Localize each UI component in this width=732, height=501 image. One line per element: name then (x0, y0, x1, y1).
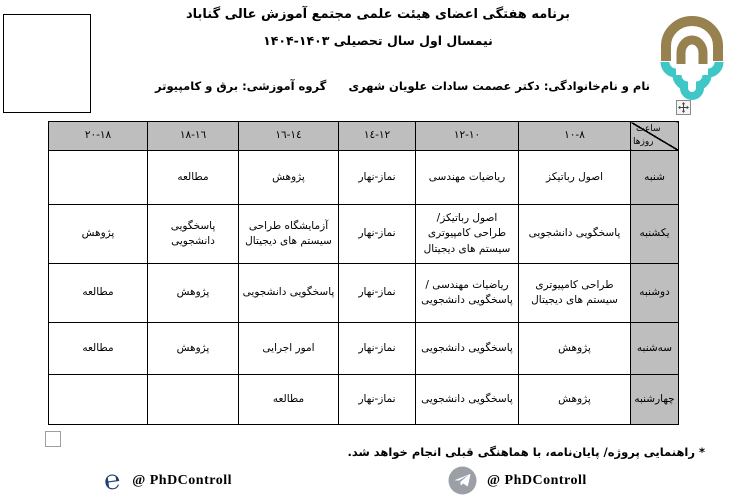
schedule-cell: پژوهش (519, 375, 631, 425)
time-slot-header: ١٦-١٨ (148, 122, 239, 151)
schedule-cell: ریاضیات مهندسی / پاسخگویی دانشجویی (416, 264, 519, 323)
time-slot-header: ٨-١٠ (519, 122, 631, 151)
move-arrows-icon (678, 102, 689, 113)
schedule-cell: پژوهش (519, 323, 631, 375)
semester-subtitle: نیمسال اول سال تحصیلی ۱۴۰۳-۱۴۰۴ (263, 33, 493, 48)
eitaa-handle-text: @ PhDControll (132, 473, 232, 488)
schedule-cell: اصول رباتیکز (519, 151, 631, 205)
schedule-cell: مطالعه (49, 323, 148, 375)
day-header-cell: چهارشنبه (631, 375, 679, 425)
telegram-contact (448, 466, 587, 495)
corner-hours-label: ساعت (636, 124, 661, 134)
day-header-cell: دوشنبه (631, 264, 679, 323)
day-header-cell: یکشنبه (631, 205, 679, 264)
schedule-cell: پاسخگویی دانشجویی (416, 375, 519, 425)
footnote: * راهنمایی پروژه/ پایان‌نامه، با هماهنگی قبلی انجام خواهد شد. (347, 445, 705, 459)
department-label: گروه آموزشی: برق و کامپیوتر (155, 79, 327, 93)
schedule-row (49, 205, 679, 264)
schedule-cell: پاسخگویی دانشجویی (519, 205, 631, 264)
eitaa-contact (101, 464, 232, 497)
weekly-schedule-table (48, 121, 679, 425)
schedule-cell: نماز-نهار (339, 151, 416, 205)
schedule-row (49, 375, 679, 425)
schedule-cell: آزمایشگاه طراحی سیستم های دیجیتال (239, 205, 339, 264)
schedule-cell: نماز-نهار (339, 205, 416, 264)
schedule-cell: مطالعه (239, 375, 339, 425)
schedule-row (49, 323, 679, 375)
time-slot-header: ١٠-١٢ (416, 122, 519, 151)
time-slot-header: ١٢-١٤ (339, 122, 416, 151)
schedule-cell: مطالعه (148, 151, 239, 205)
schedule-cell: مطالعه (49, 264, 148, 323)
schedule-cell: نماز-نهار (339, 375, 416, 425)
table-resize-handle[interactable] (45, 431, 61, 447)
schedule-cell: پژوهش (148, 323, 239, 375)
time-slot-header: ١٨-٢٠ (49, 122, 148, 151)
schedule-cell (148, 375, 239, 425)
schedule-cell (49, 151, 148, 205)
schedule-row (49, 264, 679, 323)
day-header-cell: شنبه (631, 151, 679, 205)
document-header (48, 0, 708, 48)
schedule-cell: پژوهش (148, 264, 239, 323)
person-name-label: نام و نام‌خانوادگی: دکتر عصمت سادات علویان شهری (348, 79, 650, 93)
eitaa-icon: ℮ (101, 464, 123, 497)
schedule-cell: اصول رباتیکز/ طراحی کامپیوتری سیستم های دیجیتال (416, 205, 519, 264)
table-corner-cell (631, 122, 679, 151)
schedule-cell: پاسخگویی دانشجویی (416, 323, 519, 375)
time-slot-header: ١٤-١٦ (239, 122, 339, 151)
table-move-handle[interactable] (676, 100, 691, 115)
schedule-cell (49, 375, 148, 425)
schedule-cell: نماز-نهار (339, 264, 416, 323)
schedule-cell: طراحی کامپیوتری سیستم های دیجیتال (519, 264, 631, 323)
person-info-row (155, 76, 650, 96)
schedule-cell: پاسخگویی دانشجویی (239, 264, 339, 323)
schedule-row (49, 151, 679, 205)
telegram-handle-text: @ PhDControll (487, 472, 587, 488)
schedule-cell: پژوهش (239, 151, 339, 205)
schedule-cell: پژوهش (49, 205, 148, 264)
schedule-cell: پاسخگویی دانشجویی (148, 205, 239, 264)
document-title: برنامه هفتگی اعضای هیئت علمی مجتمع آموزش عالی گناباد (185, 7, 571, 22)
telegram-icon (448, 466, 477, 495)
schedule-cell: امور اجرایی (239, 323, 339, 375)
schedule-cell: ریاضیات مهندسی (416, 151, 519, 205)
day-header-cell: سه‌شنبه (631, 323, 679, 375)
schedule-cell: نماز-نهار (339, 323, 416, 375)
corner-days-label: روزها (633, 136, 654, 147)
